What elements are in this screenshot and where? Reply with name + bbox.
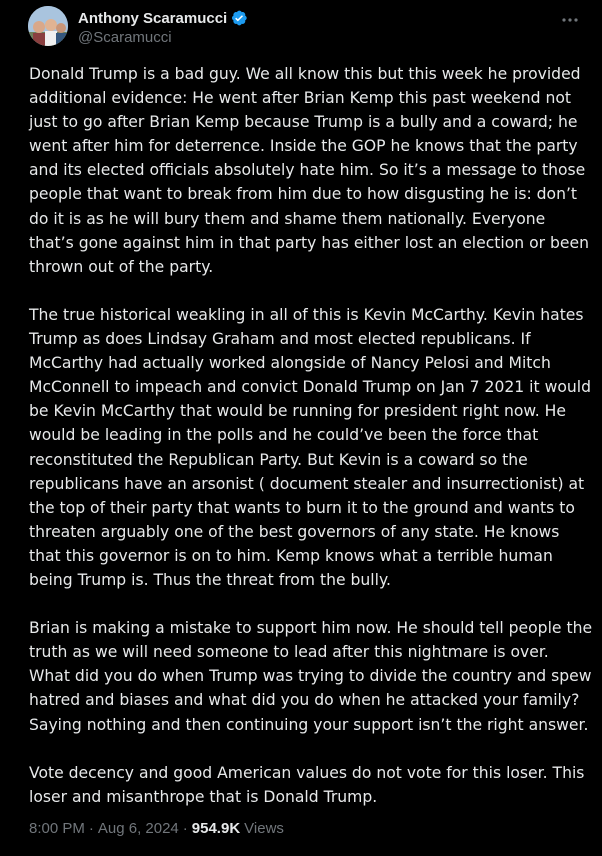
views-label: Views (244, 820, 284, 837)
tweet-paragraph: Vote decency and good American values do not vote for this loser. This loser and misanthrope that is Donald Trump. (29, 763, 585, 806)
tweet-text (29, 62, 593, 833)
views-count: 954.9K (191, 820, 241, 837)
author-names (78, 8, 248, 46)
author-handle[interactable]: @Scaramucci (78, 29, 172, 46)
avatar[interactable] (28, 6, 68, 46)
tweet-paragraph: The true historical weakling in all of this is Kevin McCarthy. Kevin hates Trump as does Lindsay Graham and most elected republicans. If McCarthy had actually worked alongside of Nancy Pelosi and Mitch McConnell to impeach and convict Donald Trump on Jan 7 2021 it would be Kevin McCarthy that would be running for president right now. He would be leading in the polls and he could’ve been the force that reconstituted the Republican Party. But Kevin is a coward so the republicans have an arsonist ( document stealer and insurrectionist) at the top of their party that wants to burn it to the ground and wants to threaten arguably one of the best governors of any state. He knows that this governor is on to him. Kemp knows what a terrible human being Trump is. Thus the threat from the bully. (29, 305, 591, 589)
tweet-meta (29, 820, 284, 837)
meta-separator: · (88, 820, 94, 837)
tweet-paragraph: Donald Trump is a bad guy. We all know this but this week he provided additional evidence: He went after Brian Kemp this past weekend not just to go after Brian Kemp because Trump is a bully and a coward; he went after him for deterrence. Inside the GOP he knows that the party and its elected officials absolutely hate him. So it’s a message to those people that want to break from him due to how disgusting he is: don’t do it is as he will bury them and shame them nationally. Everyone that’s gone against him in that party has either lost an election or been thrown out of the party. (29, 65, 589, 276)
author-display-name[interactable]: Anthony Scaramucci (78, 9, 228, 27)
tweet-paragraph: Brian is making a mistake to support him now. He should tell people the truth as we will need someone to lead after this nightmare is over. What did you do when Trump was trying to divide the country and spew hatred and biases and what did you do when he attacked your family? Saying nothing and then continuing your support isn’t the right answer. (29, 619, 593, 734)
more-horizontal-icon[interactable] (558, 10, 582, 30)
meta-separator: · (182, 820, 188, 837)
post-date[interactable]: Aug 6, 2024 (97, 820, 179, 837)
name-row (78, 8, 248, 28)
verified-badge-icon[interactable] (230, 9, 248, 27)
tweet-header (28, 6, 586, 50)
post-time[interactable]: 8:00 PM (29, 820, 85, 837)
